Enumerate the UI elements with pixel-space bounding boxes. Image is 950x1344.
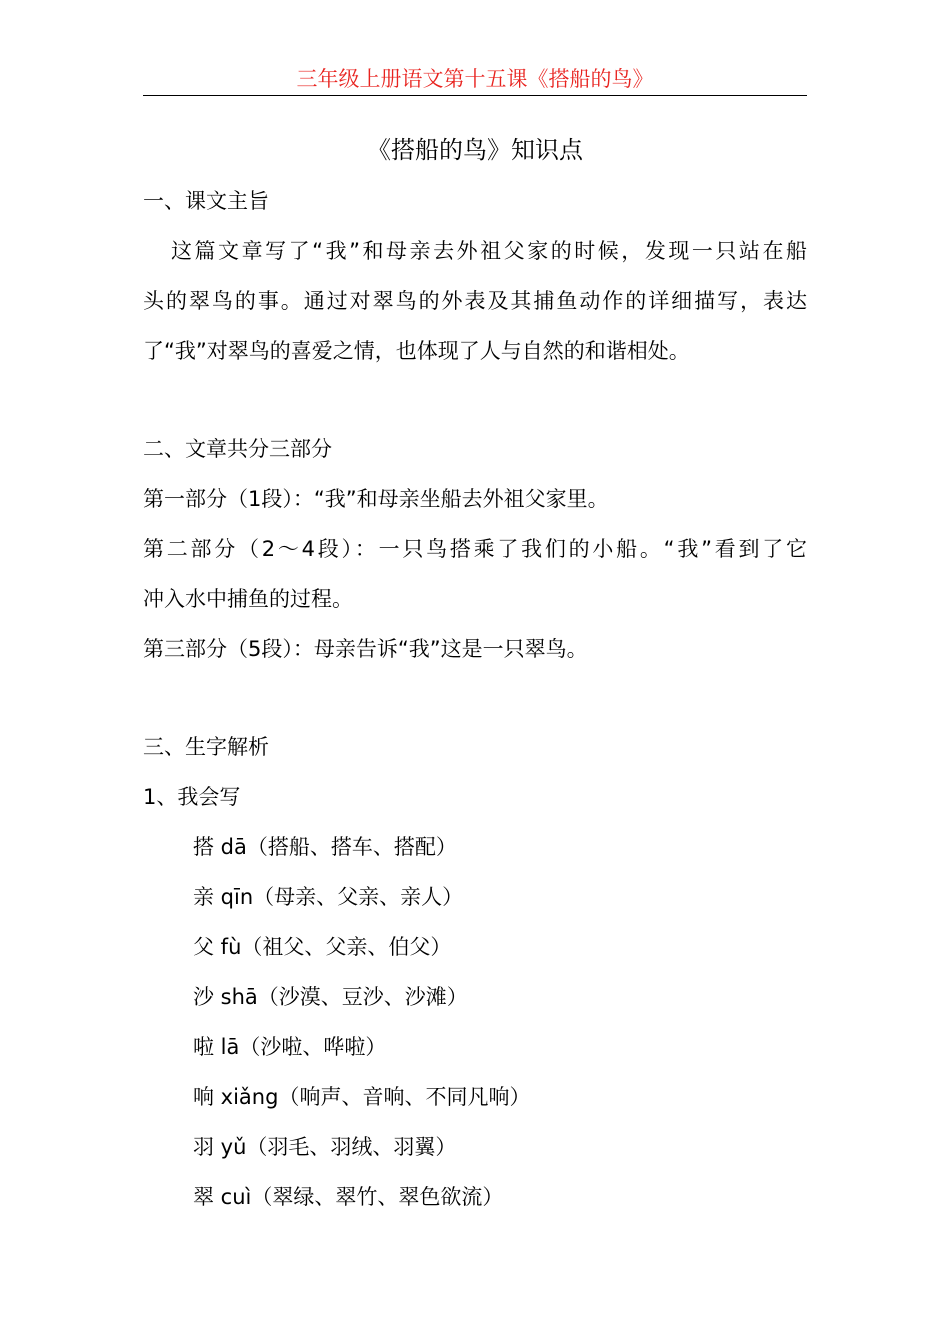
character-item: 亲 qīn（母亲、父亲、亲人） [193, 885, 464, 909]
paragraph-line: 了“我”对翠鸟的喜爱之情，也体现了人与自然的和谐相处。 [143, 339, 690, 363]
character-item: 沙 shā（沙漠、豆沙、沙滩） [193, 985, 468, 1009]
paragraph-line: 头的翠鸟的事。通过对翠鸟的外表及其捕鱼动作的详细描写，表达 [143, 289, 807, 313]
part-line: 冲入水中捕鱼的过程。 [143, 587, 353, 611]
character-item: 羽 yǔ（羽毛、羽绒、羽翼） [193, 1135, 457, 1159]
section-heading-1: 一、课文主旨 [143, 189, 269, 213]
section-heading-3: 三、生字解析 [143, 735, 269, 759]
header-title: 三年级上册语文第十五课《搭船的鸟》 [296, 67, 654, 91]
part-line: 第三部分（5段）：母亲告诉“我”这是一只翠鸟。 [143, 637, 588, 661]
character-item: 响 xiǎng（响声、音响、不同凡响） [193, 1085, 531, 1109]
character-item: 父 fù（祖父、父亲、伯父） [193, 935, 452, 959]
part-line: 第二部分（2～4段）：一只鸟搭乘了我们的小船。“我”看到了它 [143, 537, 807, 561]
paragraph-line: 这篇文章写了“我”和母亲去外祖父家的时候，发现一只站在船 [171, 239, 807, 263]
section-heading-2: 二、文章共分三部分 [143, 437, 332, 461]
subsection-heading: 1、我会写 [143, 785, 241, 809]
part-line: 第一部分（1段）：“我”和母亲坐船去外祖父家里。 [143, 487, 609, 511]
character-item: 搭 dā（搭船、搭车、搭配） [193, 835, 457, 859]
header-divider [143, 95, 807, 96]
character-item: 翠 cuì（翠绿、翠竹、翠色欲流） [193, 1185, 504, 1209]
character-item: 啦 lā（沙啦、哗啦） [193, 1035, 387, 1059]
document-title: 《搭船的鸟》知识点 [367, 136, 583, 164]
